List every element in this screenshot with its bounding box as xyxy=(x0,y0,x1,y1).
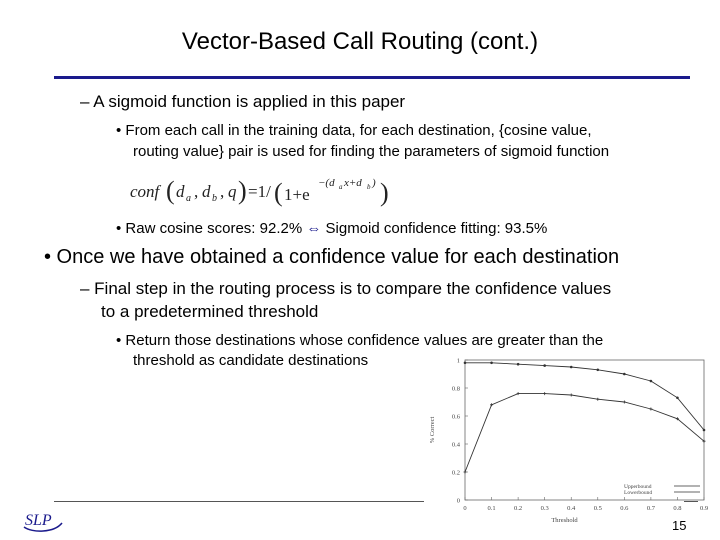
sigmoid-formula xyxy=(130,172,400,212)
series-line-lowerbound xyxy=(465,394,704,472)
formula-paren2-close: ) xyxy=(380,178,389,207)
bullet-return-line1: • Return those destinations whose confidence values are greater than the xyxy=(116,332,604,349)
bullet-return-line2: threshold as candidate destinations xyxy=(133,352,369,369)
y-tick-label: 0.6 xyxy=(451,413,460,421)
data-point xyxy=(490,362,493,365)
formula-da-sub: a xyxy=(186,193,191,204)
formula-paren-close: ) xyxy=(238,176,247,205)
footer-line-right xyxy=(684,501,698,502)
data-point xyxy=(464,471,467,474)
x-tick-label: 0.9 xyxy=(699,505,709,512)
formula-paren2-open: ( xyxy=(274,178,283,207)
data-point xyxy=(517,363,520,366)
x-tick-label: 0.1 xyxy=(487,505,496,512)
x-tick-label: 0.5 xyxy=(593,505,602,512)
y-tick-label: 1 xyxy=(456,357,460,365)
logo-text: SLP xyxy=(25,512,52,529)
formula-paren-open: ( xyxy=(166,176,175,205)
y-axis-label: % Correct xyxy=(429,416,436,444)
x-tick-label: 0.7 xyxy=(646,505,655,512)
y-tick-label: 0 xyxy=(456,497,460,505)
bullet-final-step-line1: – Final step in the routing process is to compare the confidence values xyxy=(80,279,612,298)
formula-conf: conf xyxy=(130,182,160,201)
data-point xyxy=(596,398,599,401)
x-tick-label: 0.8 xyxy=(673,505,682,512)
formula-exp-end: ) xyxy=(372,177,376,189)
x-tick-label: 0.4 xyxy=(567,505,576,512)
bullet-final-step-line2: to a predetermined threshold xyxy=(101,302,319,321)
formula-exp-b: b xyxy=(367,183,371,191)
legend-label: Upperbound xyxy=(624,484,652,490)
x-tick-label: 0.2 xyxy=(514,505,523,512)
y-tick-label: 0.8 xyxy=(451,385,460,393)
data-point xyxy=(703,429,706,432)
slp-logo xyxy=(22,505,64,535)
data-point xyxy=(570,366,573,369)
formula-comma2: , xyxy=(220,182,225,201)
data-point xyxy=(596,369,599,372)
data-point xyxy=(623,373,626,376)
page-number: 15 xyxy=(672,518,687,533)
bullet-training-line2: routing value} pair is used for finding the parameters of sigmoid function xyxy=(133,143,610,160)
series-line-upperbound xyxy=(465,363,704,430)
data-point xyxy=(650,380,653,383)
double-arrow-icon: ⇔ xyxy=(306,220,322,237)
threshold-chart xyxy=(420,352,718,532)
x-axis-label: Threshold xyxy=(551,517,578,524)
y-tick-label: 0.4 xyxy=(451,441,460,449)
raw-cosine-text: • Raw cosine scores: 92.2% xyxy=(116,220,307,237)
formula-comma1: , xyxy=(194,182,199,201)
data-point xyxy=(543,364,546,367)
formula-one-plus-e: 1+e xyxy=(284,185,310,204)
data-point xyxy=(543,392,546,395)
sigmoid-fitting-text: Sigmoid confidence fitting: 93.5% xyxy=(321,220,548,237)
formula-exp: −(d xyxy=(318,177,335,189)
formula-db-sub: b xyxy=(212,193,217,204)
chart-frame xyxy=(465,360,704,500)
data-point xyxy=(570,394,573,397)
bullet-confidence: • Once we have obtained a confidence value for each destination xyxy=(44,246,620,268)
title-underline xyxy=(54,76,690,79)
data-point xyxy=(517,392,520,395)
formula-exp-mid: x+d xyxy=(344,177,362,189)
formula-q: q xyxy=(228,182,237,201)
footer-line xyxy=(54,501,424,502)
data-point xyxy=(676,397,679,400)
x-tick-label: 0.6 xyxy=(620,505,629,512)
data-point xyxy=(649,408,652,411)
formula-exp-a: a xyxy=(339,183,343,191)
data-point xyxy=(623,401,626,404)
bullet-raw-cosine xyxy=(116,218,547,239)
formula-rhs: =1/ xyxy=(248,182,271,201)
y-tick-label: 0.2 xyxy=(451,469,460,477)
slide-title: Vector-Based Call Routing (cont.) xyxy=(181,28,539,55)
bullet-sigmoid: – A sigmoid function is applied in this paper xyxy=(80,92,406,111)
x-tick-label: 0.3 xyxy=(540,505,549,512)
x-tick-label: 0 xyxy=(463,505,467,512)
formula-da: d xyxy=(176,182,185,201)
data-point xyxy=(464,362,467,365)
legend-label: Lowerbound xyxy=(624,490,653,496)
formula-db: d xyxy=(202,182,211,201)
bullet-training-line1: • From each call in the training data, for each destination, {cosine value, xyxy=(116,122,592,139)
data-point xyxy=(490,403,493,406)
